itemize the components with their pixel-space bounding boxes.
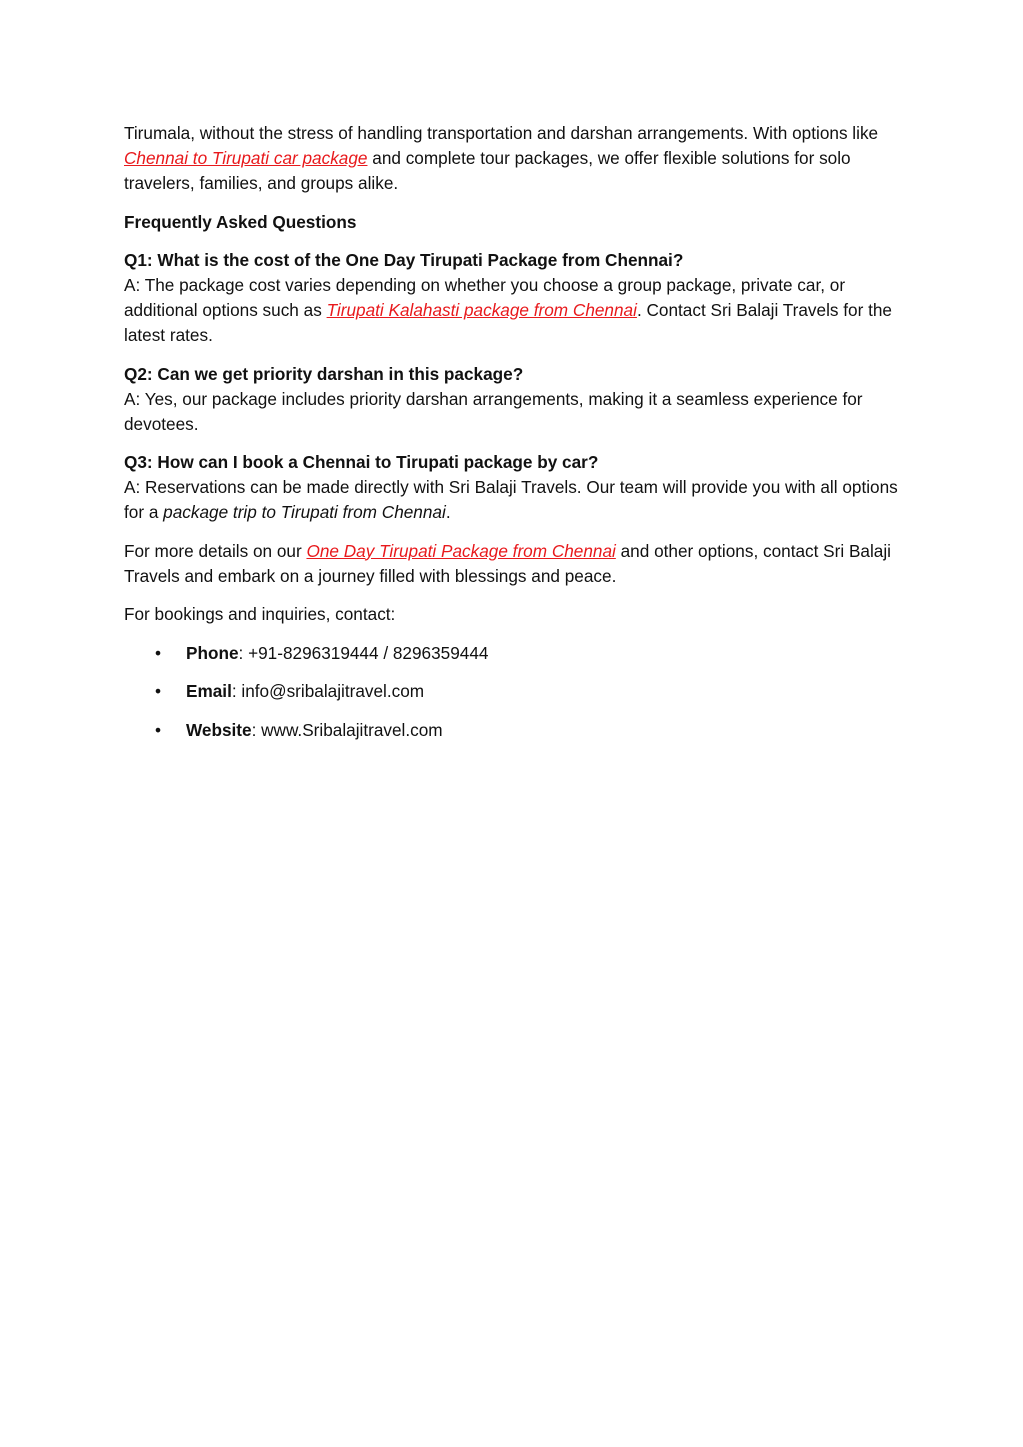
contact-intro: For bookings and inquiries, contact: [124,604,396,624]
bullet-icon: • [155,681,162,701]
bullet-icon: • [155,719,162,740]
contact-value-phone: : +91-8296319444 / 8296359444 [238,642,489,663]
faq-question-1: Q1: What is the cost of the One Day Tirupati Package from Chennai? [124,250,684,270]
faq-item-3 [124,450,914,525]
intro-paragraph [124,121,914,196]
intro-text-continued: and complete tour packages, we offer flexible solutions for solo travelers, families, and groups alike. [124,148,851,193]
faq-heading: Frequently Asked Questions [124,211,357,232]
contact-label-phone: Phone [186,642,239,663]
contact-value-email: : info@sribalajitravel.com [231,681,425,701]
faq-answer-2: A: Yes, our package includes priority darshan arrangements, making it a seamless experience for devotees. [124,388,863,434]
contact-value-website: : www.Sribalajitravel.com [251,719,443,740]
document-page [124,121,914,756]
faq-answer-1: A: The package cost varies depending on whether you choose a group package, private car, or additional options such as [124,275,846,320]
contact-label-email: Email [186,681,232,701]
tirupati-kalahasti-package-link[interactable]: Tirupati Kalahasti package from Chennai [326,300,637,320]
faq-answer-3-emphasis: package trip to Tirupati from Chennai [163,502,446,522]
bullet-icon: • [155,642,162,663]
closing-paragraph [124,539,914,589]
faq-question-3: Q3: How can I book a Chennai to Tirupati package by car? [124,452,599,472]
faq-item-2 [124,362,914,437]
contact-label-website: Website [186,719,252,740]
closing-text: For more details on our [124,540,307,561]
faq-answer-3-continued: . [445,502,451,522]
faq-answer-3: A: Reservations can be made directly with Sri Balaji Travels. Our team will provide you with all options for a [124,477,898,522]
faq-question-2: Q2: Can we get priority darshan in this package? [124,363,524,384]
contact-item-phone [124,641,914,666]
contact-item-website [124,718,914,743]
one-day-tirupati-package-link[interactable]: One Day Tirupati Package from Chennai [306,540,616,561]
closing-text-continued: and other options, contact Sri Balaji Travels and embark on a journey filled with blessings and peace. [124,540,892,586]
faq-item-1 [124,248,914,348]
faq-answer-1-continued: . Contact Sri Balaji Travels for the latest rates. [124,300,892,345]
contact-item-email [124,679,914,704]
intro-text: Tirumala, without the stress of handling transportation and darshan arrangements. With options like [124,123,879,143]
contact-list [124,641,914,743]
chennai-tirupati-car-package-link[interactable]: Chennai to Tirupati car package [124,148,368,168]
